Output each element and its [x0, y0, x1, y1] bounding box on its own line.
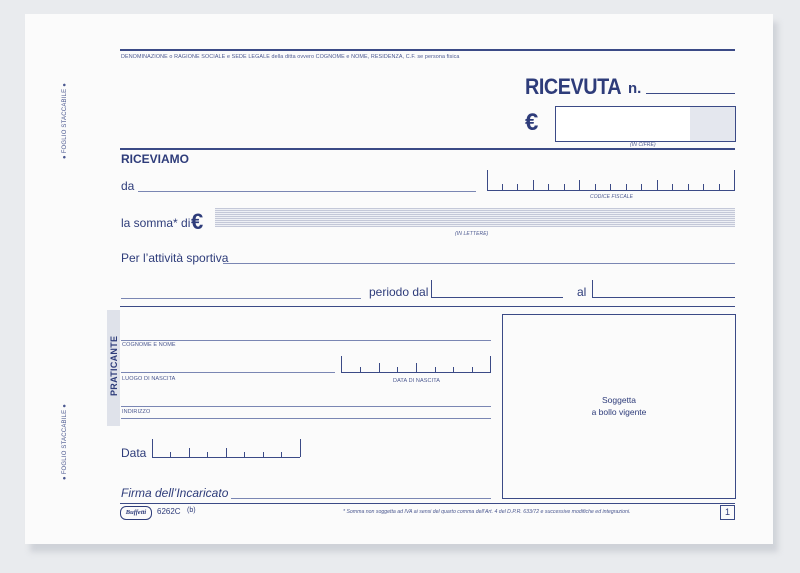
stamp-box	[502, 314, 736, 499]
data-tick	[207, 452, 208, 457]
codice-fiscale-caption: CODICE FISCALE	[590, 194, 634, 200]
dn-tick	[341, 356, 342, 372]
cf-tick	[657, 180, 658, 190]
cf-tick	[502, 184, 503, 190]
stamp-line2: a bollo vigente	[591, 407, 647, 417]
cf-tick	[641, 184, 642, 190]
indirizzo-field[interactable]	[121, 418, 491, 419]
periodo-dal-tick	[431, 280, 432, 297]
number-label: n.	[628, 80, 642, 97]
in-cifre-caption: (IN CIFRE)	[630, 142, 656, 148]
data-tick	[189, 448, 190, 457]
form-code-suffix: (b)	[187, 507, 196, 514]
periodo-dal-field[interactable]	[431, 297, 563, 298]
indirizzo-label: INDIRIZZO	[122, 409, 151, 415]
receipt-title: RICEVUTA	[525, 74, 622, 99]
in-lettere-caption: (IN LETTERE)	[455, 231, 489, 237]
periodo-al-field[interactable]	[592, 297, 735, 298]
cf-tick	[548, 184, 549, 190]
cf-tick	[564, 184, 565, 190]
amount-words-field[interactable]	[215, 208, 735, 227]
luogo-nascita-field[interactable]	[121, 406, 491, 407]
section-rule-1	[120, 148, 735, 150]
cf-tick	[487, 170, 488, 190]
data-tick	[170, 452, 171, 457]
dn-tick	[416, 363, 417, 372]
dn-tick	[472, 367, 473, 372]
cf-tick	[610, 184, 611, 190]
cf-tick	[579, 180, 580, 190]
vat-note: * Somma non soggetta ad IVA ai sensi del quarto comma dell’Art. 4 del D.P.R. 633/72 e successive modifiche ed integrazioni.	[343, 509, 631, 515]
attivita-field[interactable]	[223, 263, 735, 264]
dn-tick	[379, 363, 380, 372]
cf-tick	[719, 184, 720, 190]
euro-icon: €	[525, 109, 539, 136]
praticante-title: PRATICANTE	[109, 335, 119, 396]
cognome-nome-field[interactable]	[121, 372, 335, 373]
cf-tick	[517, 184, 518, 190]
brand-logo: Buffetti	[120, 506, 152, 520]
cf-tick	[626, 184, 627, 190]
data-tick	[226, 448, 227, 457]
data-tick	[152, 439, 153, 457]
praticante-top-line	[121, 340, 491, 341]
data-tick	[263, 452, 264, 457]
cents-box	[690, 107, 735, 141]
cf-tick	[595, 184, 596, 190]
form-code: 6262C	[157, 507, 181, 516]
attivita-label: Per l’attività sportiva	[121, 251, 229, 265]
data-tick	[300, 439, 301, 457]
receipt-number-field[interactable]	[646, 93, 735, 94]
dn-tick	[490, 356, 491, 372]
data-tick	[244, 452, 245, 457]
side-label-top: ● FOGLIO STACCABILE ●	[62, 82, 68, 159]
denomination-note: DENOMINAZIONE o RAGIONE SOCIALE e SEDE LEGALE della ditta ovvero COGNOME e NOME, RESIDENZA, C.F. se persona fisica	[121, 54, 460, 60]
periodo-blank-line	[121, 298, 361, 299]
codice-fiscale-field[interactable]	[487, 190, 735, 191]
data-nascita-field[interactable]	[341, 372, 491, 373]
header-top-rule	[120, 49, 735, 51]
cf-tick	[703, 184, 704, 190]
cf-tick	[734, 170, 735, 190]
data-tick	[281, 452, 282, 457]
al-label: al	[577, 285, 587, 299]
dn-tick	[360, 367, 361, 372]
periodo-al-tick	[592, 280, 593, 297]
section-rule-2	[120, 306, 735, 307]
amount-figures-field[interactable]	[555, 106, 736, 142]
receipt-form	[25, 14, 773, 544]
da-label: da	[121, 179, 135, 193]
data-label: Data	[121, 446, 147, 460]
page-number: 1	[720, 505, 735, 520]
data-nascita-label: DATA DI NASCITA	[393, 378, 441, 384]
data-field[interactable]	[152, 457, 300, 458]
payer-name-field[interactable]	[138, 191, 476, 192]
cf-tick	[672, 184, 673, 190]
stamp-line1: Soggetta	[601, 395, 637, 405]
footer-rule	[120, 503, 735, 504]
periodo-dal-label: periodo dal	[369, 285, 429, 299]
firma-label: Firma dell’Incaricato	[121, 486, 229, 500]
cf-tick	[688, 184, 689, 190]
euro-icon: €	[191, 209, 204, 234]
somma-label: la somma* di	[121, 216, 191, 230]
riceviamo-label: RICEVIAMO	[121, 152, 190, 166]
firma-field[interactable]	[231, 498, 491, 499]
dn-tick	[453, 367, 454, 372]
dn-tick	[435, 367, 436, 372]
luogo-nascita-label: LUOGO DI NASCITA	[122, 376, 176, 382]
cognome-nome-label: COGNOME E NOME	[122, 342, 176, 348]
side-label-bottom: ● FOGLIO STACCABILE ●	[62, 403, 68, 480]
dn-tick	[397, 367, 398, 372]
cf-tick	[533, 180, 534, 190]
